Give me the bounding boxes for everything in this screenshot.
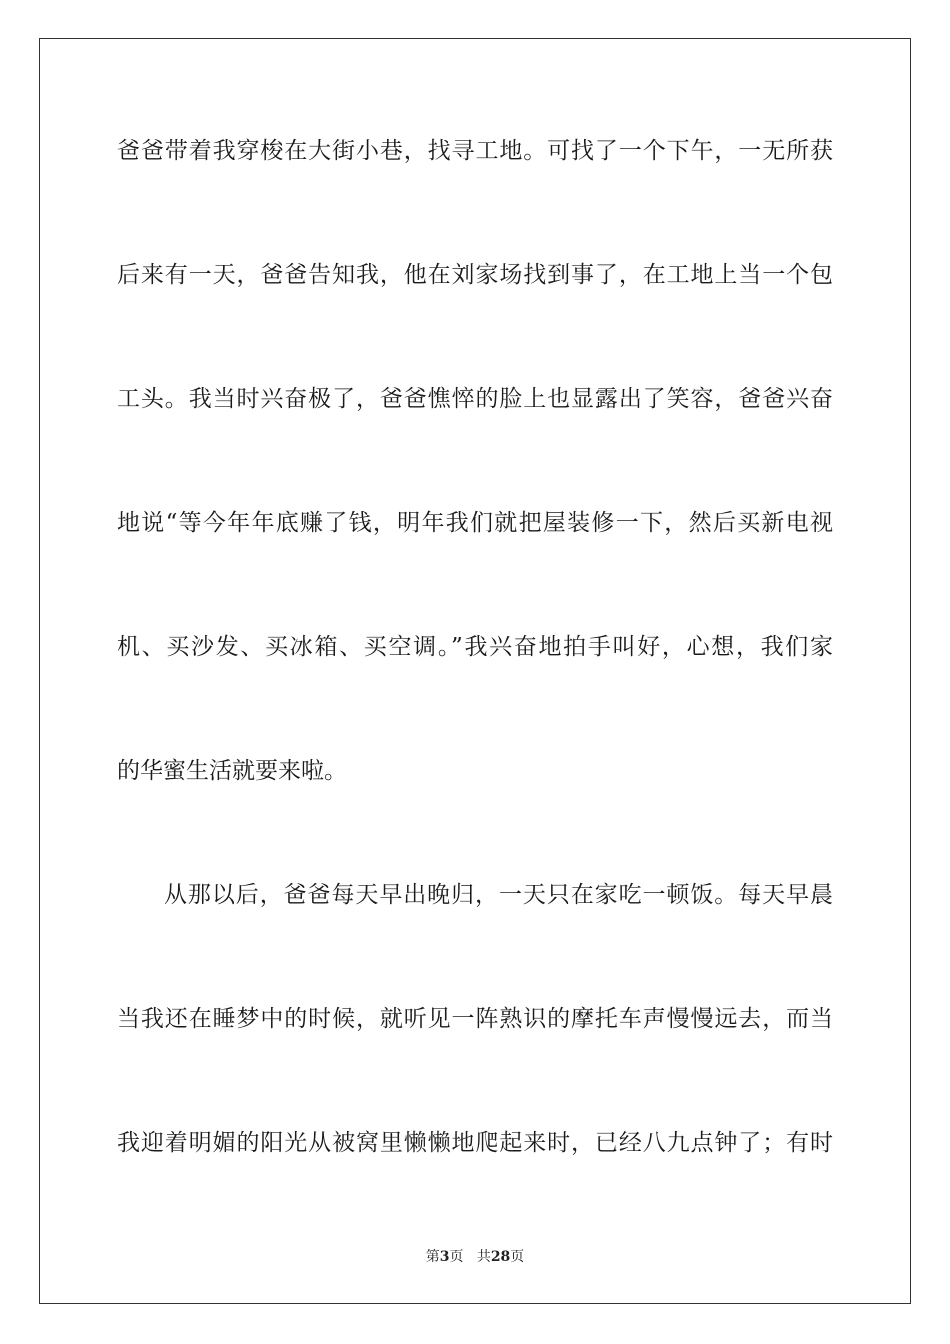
page-frame <box>39 38 911 1304</box>
page-number-prefix: 第 <box>425 1249 440 1265</box>
total-pages-prefix: 共 <box>476 1249 491 1265</box>
paragraph-first-line: 从那以后，爸爸每天早出晚归，一天只在家吃一顿饭。每天早晨 <box>164 882 833 908</box>
paragraph-line: 工头。我当时兴奋极了，爸爸憔悴的脸上也显露出了笑容，爸爸兴奋 <box>117 386 833 412</box>
paragraph-line: 我迎着明媚的阳光从被窝里懒懒地爬起来时，已经八九点钟了；有时 <box>117 1130 833 1156</box>
paragraph-line: 爸爸带着我穿梭在大街小巷，找寻工地。可找了一个下午，一无所获 <box>117 138 833 164</box>
total-pages-number: 28 <box>490 1249 511 1265</box>
paragraph-line: 地说“等今年年底赚了钱，明年我们就把屋装修一下，然后买新电视 <box>117 510 833 536</box>
paragraph-line: 当我还在睡梦中的时候，就听见一阵熟识的摩托车声慢慢远去，而当 <box>117 1006 833 1032</box>
paragraph-line: 机、买沙发、买冰箱、买空调。”我兴奋地拍手叫好，心想，我们家 <box>117 634 833 660</box>
paragraph-line: 后来有一天，爸爸告知我，他在刘家场找到事了，在工地上当一个包 <box>117 262 833 288</box>
page-number-suffix: 页 <box>449 1249 464 1265</box>
total-pages-suffix: 页 <box>510 1249 525 1265</box>
current-page-number: 3 <box>439 1249 450 1265</box>
page-footer <box>0 1248 950 1266</box>
paragraph-line: 的华蜜生活就要来啦。 <box>117 758 347 784</box>
